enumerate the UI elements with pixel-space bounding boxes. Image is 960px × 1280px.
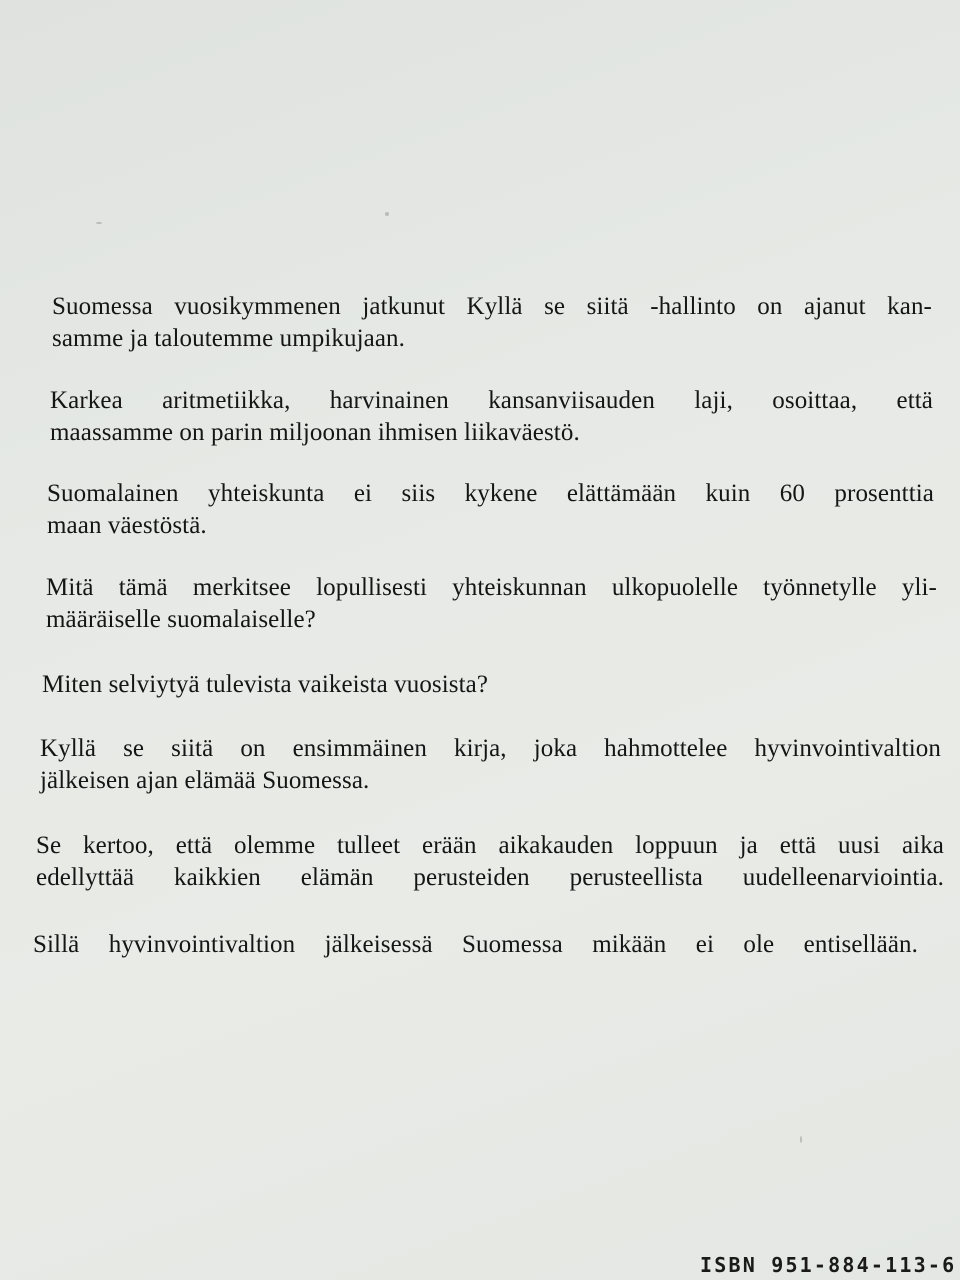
paragraph-line: Miten selviytyä tulevista vaikeista vuosista?: [42, 671, 489, 698]
blurb-paragraph-8: [33, 929, 918, 961]
paragraph-line: jälkeisen ajan elämää Suomessa.: [40, 767, 370, 794]
blurb-paragraph-2: [50, 385, 933, 449]
paragraph-line: Karkea aritmetiikka, harvinainen kansanviisauden laji, osoittaa, että: [50, 387, 933, 414]
blurb-paragraph-5: [42, 669, 742, 701]
paragraph-line: määräiselle suomalaiselle?: [46, 606, 316, 633]
paragraph-line: Suomessa vuosikymmenen jatkunut Kyllä se siitä -hallinto on ajanut kan-: [52, 293, 932, 320]
paragraph-line: Mitä tämä merkitsee lopullisesti yhteiskunnan ulkopuolelle työnnetylle yli-: [46, 574, 937, 601]
blurb-paragraph-6: [40, 733, 941, 797]
paragraph-line: samme ja taloutemme umpikujaan.: [52, 325, 406, 352]
paragraph-line: Suomalainen yhteiskunta ei siis kykene elättämään kuin 60 prosenttia: [47, 480, 934, 507]
isbn-number: ISBN 951-884-113-6: [700, 1253, 957, 1277]
blurb-paragraph-4: [46, 572, 937, 636]
paragraph-line: maassamme on parin miljoonan ihmisen liikaväestö.: [50, 419, 580, 446]
blurb-paragraph-7: [36, 830, 944, 894]
blurb-paragraph-1: [52, 291, 932, 355]
paragraph-line: Sillä hyvinvointivaltion jälkeisessä Suomessa mikään ei ole entisellään.: [33, 931, 918, 958]
paragraph-line: edellyttää kaikkien elämän perusteiden perusteellista uudelleenarviointia.: [36, 864, 944, 891]
paper-speck: [800, 1136, 802, 1143]
paragraph-line: Se kertoo, että olemme tulleet erään aikakauden loppuun ja että uusi aika: [36, 832, 944, 859]
paragraph-line: Kyllä se siitä on ensimmäinen kirja, joka hahmottelee hyvinvointivaltion: [40, 735, 941, 762]
paper-speck: [96, 222, 102, 224]
paper-speck: [385, 212, 389, 216]
paragraph-line: maan väestöstä.: [47, 512, 207, 539]
blurb-paragraph-3: [47, 478, 934, 542]
